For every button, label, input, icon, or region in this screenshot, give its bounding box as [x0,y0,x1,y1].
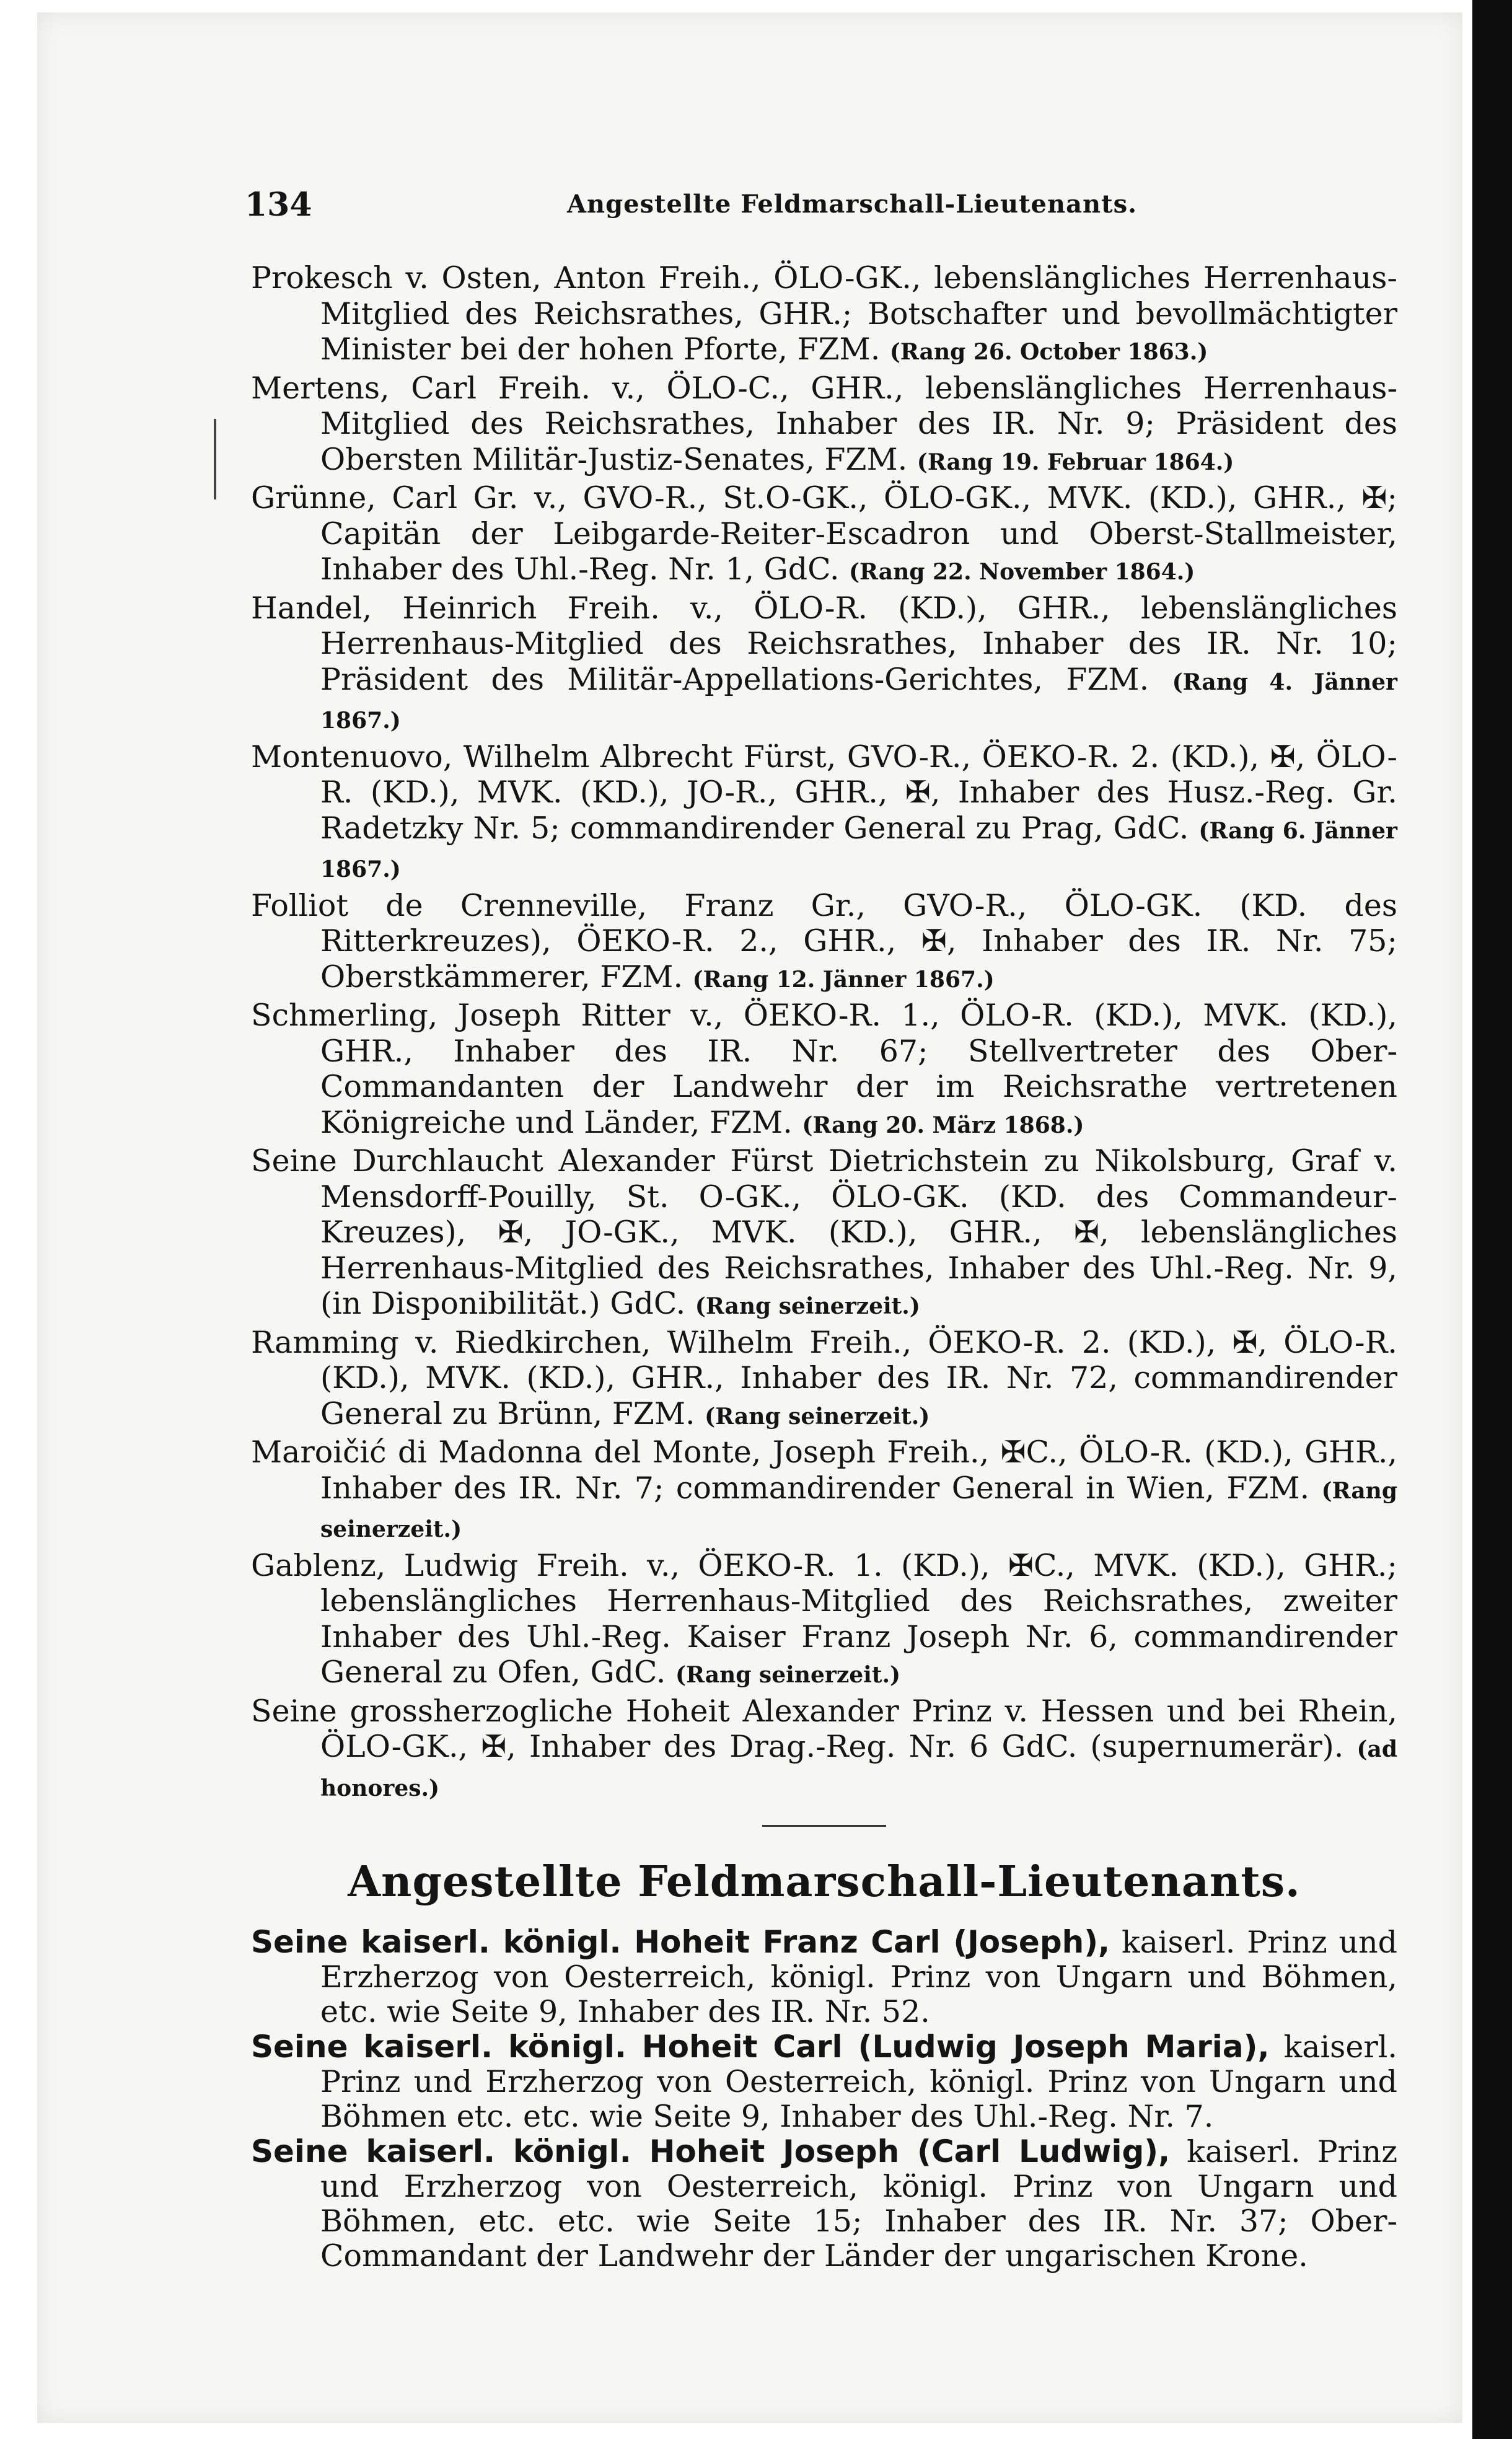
entry-gablenz [251,1548,1397,1694]
entry-schmerling [251,998,1397,1143]
entry-rang: (Rang seinerzeit.) [320,1477,1398,1542]
running-head: Angestellte Feldmarschall-Lieutenants. [567,190,1138,219]
entry-text: Mertens, Carl Freih. v., ÖLO-C., GHR., lebenslängliches Herrenhaus-Mitglied des Reichsrathes, Inhaber des IR. Nr. 9; Präsident des Obersten Militär-Justiz-Senates, FZM. [251,370,1397,477]
entry-name: Seine kaiserl. königl. Hoheit Carl (Ludwig Joseph Maria), [251,2029,1270,2065]
section-title: Angestellte Feldmarschall-Lieutenants. [348,1857,1301,1907]
entry-rang: (Rang 22. November 1864.) [849,559,1195,585]
entry-text: Handel, Heinrich Freih. v., ÖLO-R. (KD.), GHR., lebenslängliches Herrenhaus-Mitglied des Reichsrathes, Inhaber des IR. Nr. 10; Präsident des Militär-Appellations-Gerichtes, FZM. [251,590,1397,697]
entry-mertens [251,371,1397,481]
entry-name: Seine kaiserl. königl. Hoheit Franz Carl (Joseph), [251,1924,1110,1960]
entry-text: kaiserl. Prinz und Erzherzog von Oesterreich, königl. Prinz von Ungarn und Böhmen, etc. wie Seite 9, Inhaber des IR. Nr. 52. [320,1925,1397,2029]
page-body [251,260,1397,2274]
entry-text: Prokesch v. Osten, Anton Freih., ÖLO-GK., lebenslängliches Herrenhaus-Mitglied des Reichsrathes, GHR.; Botschafter und bevollmächtigter Minister bei der hohen Pforte, FZM. [251,260,1397,367]
entry-dietrichstein [251,1143,1397,1325]
entry-handel [251,591,1397,739]
entry-text: Seine grossherzogliche Hoheit Alexander Prinz v. Hessen und bei Rhein, ÖLO-GK., ✠, Inhaber des Drag.-Reg. Nr. 6 GdC. (supernumerär). [251,1693,1397,1764]
section-entry-franz-carl [251,1925,1397,2029]
entry-rang: (Rang 6. Jänner 1867.) [320,817,1397,882]
entry-rang: (Rang seinerzeit.) [675,1662,901,1688]
entry-text: Montenuovo, Wilhelm Albrecht Fürst, GVO-R., ÖEKO-R. 2. (KD.), ✠, ÖLO-R. (KD.), MVK. (KD.), JO-R., GHR., ✠, Inhaber des Husz.-Reg. Gr. Radetzky Nr. 5; commandirender General zu Prag, GdC. [251,739,1397,846]
entry-hessen [251,1694,1397,1807]
entry-text: Ramming v. Riedkirchen, Wilhelm Freih., ÖEKO-R. 2. (KD.), ✠, ÖLO-R. (KD.), MVK. (KD.), GHR., Inhaber des IR. Nr. 72, commandirender General zu Brünn, FZM. [251,1324,1397,1431]
entry-maroicic [251,1435,1397,1548]
entry-text: Schmerling, Joseph Ritter v., ÖEKO-R. 1., ÖLO-R. (KD.), MVK. (KD.), GHR., Inhaber des IR. Nr. 67; Stellvertreter des Ober-Commandanten der Landwehr der im Reichsrathe vertretenen Königreiche und Länder, FZM. [251,998,1397,1140]
section-divider [762,1825,886,1827]
entry-folliot [251,888,1397,998]
page-number: 134 [245,186,312,224]
scan-edge [1472,0,1512,2439]
entry-rang: (ad honores.) [320,1736,1398,1801]
entry-montenuovo [251,739,1397,888]
entry-text: Seine Durchlaucht Alexander Fürst Dietrichstein zu Nikolsburg, Graf v. Mensdorff-Pouilly, St. O-GK., ÖLO-GK. (KD. des Commandeur-Kreuzes), ✠, JO-GK., MVK. (KD.), GHR., ✠, lebenslängliches Herrenhaus-Mitglied des Reichsrathes, Inhaber des Uhl.-Reg. Nr. 9, (in Disponibilität.) GdC. [251,1143,1397,1321]
section-entry-joseph [251,2134,1397,2274]
entry-gruenne [251,480,1397,591]
margin-mark [214,419,224,499]
entry-rang: (Rang 26. October 1863.) [889,339,1208,365]
entry-rang: (Rang 4. Jänner 1867.) [320,669,1397,734]
entry-rang: (Rang seinerzeit.) [705,1403,930,1430]
entry-name: Seine kaiserl. königl. Hoheit Joseph (Carl Ludwig), [251,2134,1171,2169]
entry-prokesch [251,260,1397,371]
entry-text: kaiserl. Prinz und Erzherzog von Oesterreich, königl. Prinz von Ungarn und Böhmen, etc. etc. wie Seite 15; Inhaber des IR. Nr. 37; Ober-Commandant der Landwehr der Länder der ungarischen Krone. [320,2134,1398,2274]
entry-text: Folliot de Crenneville, Franz Gr., GVO-R., ÖLO-GK. (KD. des Ritterkreuzes), ÖEKO-R. 2., GHR., ✠, Inhaber des IR. Nr. 75; Oberstkämmerer, FZM. [251,887,1397,995]
entry-rang: (Rang seinerzeit.) [695,1293,920,1319]
entry-ramming [251,1325,1397,1435]
page-header [245,186,1323,229]
entry-text: Grünne, Carl Gr. v., GVO-R., St.O-GK., ÖLO-GK., MVK. (KD.), GHR., ✠; Capitän der Leibgarde-Reiter-Escadron und Oberst-Stallmeister, Inhaber des Uhl.-Reg. Nr. 1, GdC. [251,480,1397,587]
entry-rang: (Rang 20. März 1868.) [802,1112,1084,1138]
entry-text: kaiserl. Prinz und Erzherzog von Oesterreich, königl. Prinz von Ungarn und Böhmen etc. etc. wie Seite 9, Inhaber des Uhl.-Reg. Nr. 7. [320,2029,1397,2134]
entry-rang: (Rang 12. Jänner 1867.) [692,966,995,993]
entry-text: Maroičić di Madonna del Monte, Joseph Freih., ✠C., ÖLO-R. (KD.), GHR., Inhaber des IR. Nr. 7; commandirender General in Wien, FZM. [251,1435,1397,1506]
entry-rang: (Rang 19. Februar 1864.) [916,449,1234,475]
entry-text: Gablenz, Ludwig Freih. v., ÖEKO-R. 1. (KD.), ✠C., MVK. (KD.), GHR.; lebenslängliches Herrenhaus-Mitglied des Reichsrathes, zweiter Inhaber des Uhl.-Reg. Kaiser Franz Joseph Nr. 6, commandirender General zu Ofen, GdC. [251,1547,1397,1690]
section-entry-carl-ludwig [251,2029,1397,2134]
